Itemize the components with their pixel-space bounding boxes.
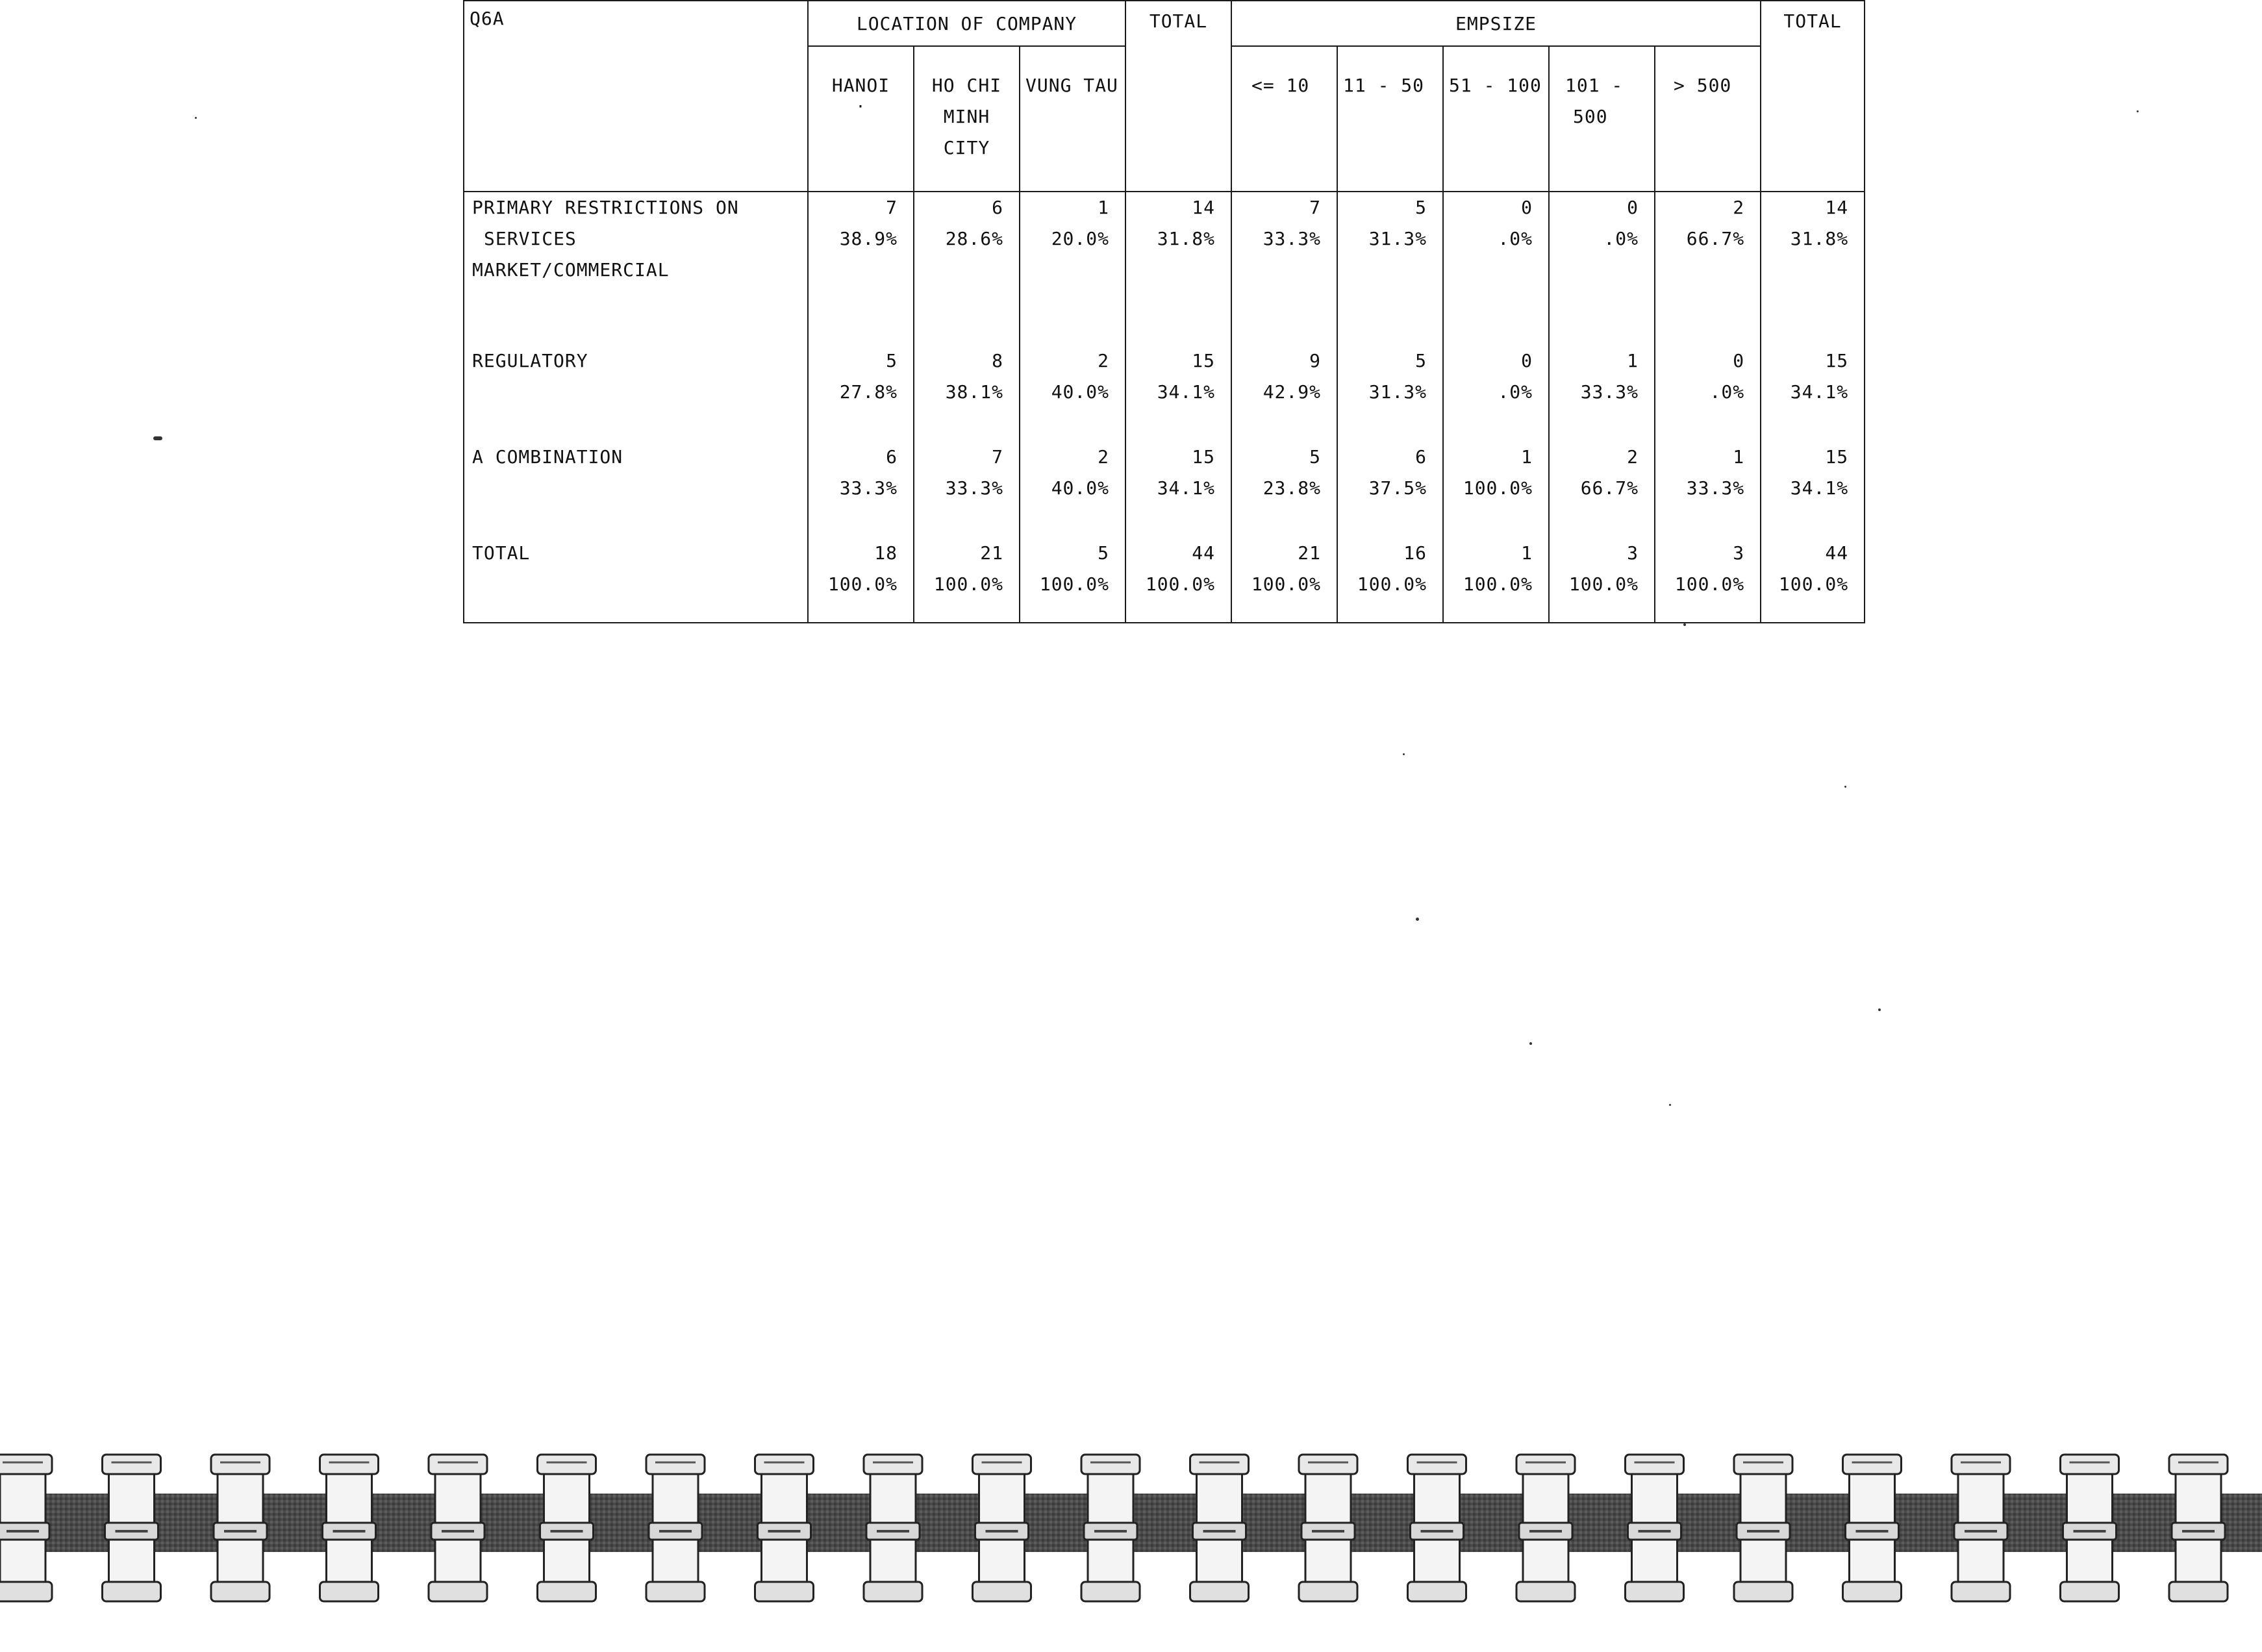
data-cell: 5 31.3% [1337, 345, 1443, 442]
data-cell: 0 .0% [1443, 345, 1549, 442]
binding-ring [320, 1455, 379, 1601]
data-cell: 8 38.1% [914, 345, 1020, 442]
data-cell: 6 28.6% [914, 192, 1020, 345]
data-cell: 7 33.3% [914, 442, 1020, 538]
data-cell: 5 27.8% [808, 345, 914, 442]
binding-ring [103, 1455, 161, 1601]
data-cell: 3 100.0% [1549, 538, 1655, 623]
data-cell: 2 66.7% [1549, 442, 1655, 538]
data-cell: 5 100.0% [1020, 538, 1125, 623]
data-cell: 15 34.1% [1125, 442, 1231, 538]
data-cell: 44 100.0% [1125, 538, 1231, 623]
paper-speck [153, 436, 162, 440]
paper-speck [1403, 753, 1405, 755]
data-cell: 1 33.3% [1655, 442, 1761, 538]
col-header-51-100: 51 - 100 [1443, 46, 1549, 192]
data-cell: 1 20.0% [1020, 192, 1125, 345]
table-row [464, 538, 1865, 623]
binding-ring [864, 1455, 922, 1601]
data-cell: 21 100.0% [914, 538, 1020, 623]
col-header-11-50: 11 - 50 [1337, 46, 1443, 192]
data-cell: 2 66.7% [1655, 192, 1761, 345]
data-cell: 7 33.3% [1231, 192, 1337, 345]
col-header-hanoi: HANOI · [808, 46, 914, 192]
col-header-vungtau: VUNG TAU [1020, 46, 1125, 192]
row-label: PRIMARY RESTRICTIONS ON SERVICES MARKET/COMMERCIAL [464, 192, 808, 345]
data-cell: 44 100.0% [1761, 538, 1865, 623]
data-cell: 0 .0% [1443, 192, 1549, 345]
data-cell: 1 100.0% [1443, 538, 1549, 623]
col-header-gt500: > 500 [1655, 46, 1761, 192]
binding-ring [2169, 1455, 2228, 1601]
col-header-hcmc: HO CHI MINH CITY [914, 46, 1020, 192]
data-cell: 1 33.3% [1549, 345, 1655, 442]
data-cell: 21 100.0% [1231, 538, 1337, 623]
crosstab-table [463, 0, 1865, 623]
binding-ring [973, 1455, 1031, 1601]
binding-ring [1081, 1455, 1140, 1601]
row-label: TOTAL [464, 538, 808, 623]
paper-speck [1844, 786, 1846, 788]
binding-ring [646, 1455, 705, 1601]
binding-ring [1626, 1455, 1684, 1601]
paper-speck [1416, 918, 1419, 921]
binding-ring [211, 1455, 270, 1601]
binding-ring [1516, 1455, 1575, 1601]
data-cell: 6 37.5% [1337, 442, 1443, 538]
col-header-le10: <= 10 [1231, 46, 1337, 192]
paper-speck [1683, 623, 1686, 626]
group-total-header: TOTAL [1125, 1, 1231, 192]
binding-ring [1408, 1455, 1466, 1601]
data-cell: 5 23.8% [1231, 442, 1337, 538]
data-cell: 2 40.0% [1020, 345, 1125, 442]
data-cell: 15 34.1% [1761, 442, 1865, 538]
data-cell: 0 .0% [1655, 345, 1761, 442]
table-row [464, 192, 1865, 345]
paper-speck [1878, 1008, 1881, 1011]
binding-ring [429, 1455, 487, 1601]
spiral-binding [0, 1448, 2262, 1610]
data-cell: 16 100.0% [1337, 538, 1443, 623]
data-cell: 6 33.3% [808, 442, 914, 538]
speck-mark: · [855, 97, 866, 116]
group-location-header: LOCATION OF COMPANY [808, 1, 1125, 46]
group-empsize-header: EMPSIZE [1231, 1, 1761, 46]
paper-speck [195, 117, 197, 119]
binding-ring [1843, 1455, 1902, 1601]
data-cell: 7 38.9% [808, 192, 914, 345]
binding-ring [1952, 1455, 2010, 1601]
table-row [464, 345, 1865, 442]
binding-ring [1734, 1455, 1792, 1601]
table-row [464, 442, 1865, 538]
binding-ring [2061, 1455, 2119, 1601]
data-cell: 15 34.1% [1125, 345, 1231, 442]
data-cell: 15 34.1% [1761, 345, 1865, 442]
data-cell: 14 31.8% [1125, 192, 1231, 345]
data-cell: 1 100.0% [1443, 442, 1549, 538]
paper-speck [2137, 110, 2139, 112]
data-cell: 9 42.9% [1231, 345, 1337, 442]
data-cell: 0 .0% [1549, 192, 1655, 345]
binding-ring [1299, 1455, 1357, 1601]
binding-ring [1190, 1455, 1249, 1601]
row-label: A COMBINATION [464, 442, 808, 538]
col-header-101-500: 101 - 500 [1549, 46, 1655, 192]
data-cell: 5 31.3% [1337, 192, 1443, 345]
binding-ring [538, 1455, 596, 1601]
data-cell: 2 40.0% [1020, 442, 1125, 538]
group-total-header-2: TOTAL [1761, 1, 1865, 192]
binding-ring [755, 1455, 814, 1601]
binding-ring [0, 1455, 52, 1601]
row-label: REGULATORY [464, 345, 808, 442]
question-code: Q6A [464, 1, 808, 192]
data-cell: 3 100.0% [1655, 538, 1761, 623]
paper-speck [1529, 1042, 1532, 1045]
data-cell: 18 100.0% [808, 538, 914, 623]
paper-speck [1669, 1104, 1671, 1106]
data-cell: 14 31.8% [1761, 192, 1865, 345]
